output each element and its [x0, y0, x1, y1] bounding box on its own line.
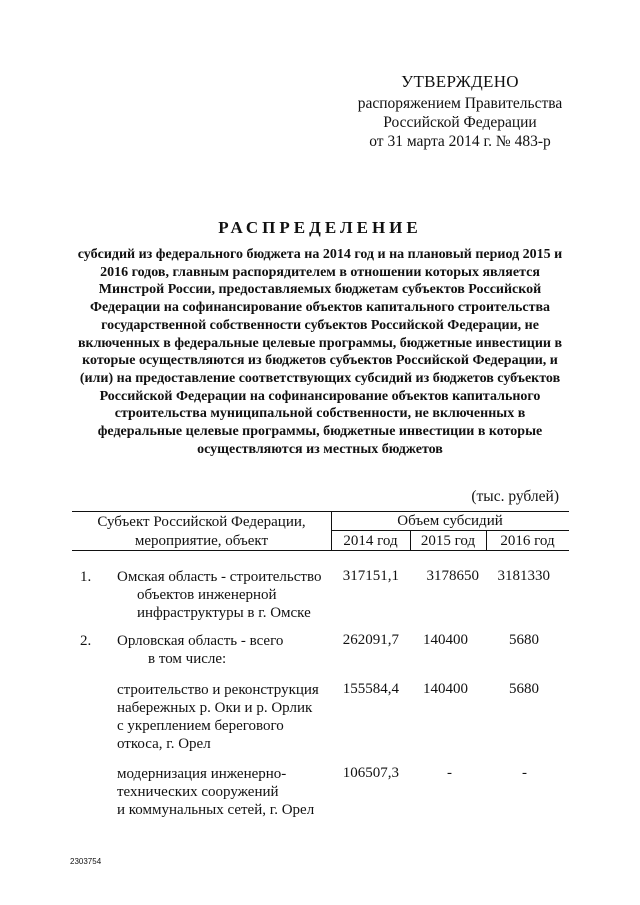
row-3-value-2014: 155584,4 — [342, 681, 399, 697]
row-4-text-line-3: и коммунальных сетей, г. Орел — [117, 802, 315, 818]
header-subject-line-2: мероприятие, объект — [134, 533, 269, 549]
row-3-text-line-4: откоса, г. Орел — [117, 736, 211, 752]
header-year-2016: 2016 год — [500, 533, 555, 549]
table-top-rule — [72, 511, 569, 512]
header-volume: Объем субсидий — [397, 513, 503, 529]
header-year-2014: 2014 год — [343, 533, 398, 549]
approval-block — [330, 72, 590, 151]
row-3-text-line-2: набережных р. Оки и р. Орлик — [117, 700, 313, 716]
row-4-value-2014: 106507,3 — [342, 765, 399, 781]
row-2-number: 2. — [80, 633, 92, 649]
approval-heading: УТВЕРЖДЕНО — [401, 72, 519, 91]
row-4-text-line-2: технических сооружений — [117, 784, 279, 800]
row-1-text-line-1: Омская область - строительство — [117, 569, 322, 585]
row-4-value-2016: - — [522, 765, 527, 781]
units-label: (тыс. рублей) — [471, 488, 559, 505]
row-3-text-line-1: строительство и реконструкция — [117, 682, 319, 698]
row-3-value-2016: 5680 — [509, 681, 539, 697]
document-title: РАСПРЕДЕЛЕНИЕ — [218, 218, 422, 237]
approval-line-2: Российской Федерации — [383, 114, 537, 131]
row-1-text-line-3: инфраструктуры в г. Омске — [137, 605, 311, 621]
row-1-value-2016: 3181330 — [497, 568, 550, 584]
table-header-mid-rule — [331, 530, 569, 531]
row-3-text-line-3: с укреплением берегового — [117, 718, 284, 734]
table-header-bottom-rule — [72, 550, 569, 551]
approval-line-1: распоряжением Правительства — [357, 95, 563, 112]
approval-line-3: от 31 марта 2014 г. № 483-р — [369, 133, 551, 150]
header-subject-line-1: Субъект Российской Федерации, — [97, 514, 306, 530]
row-1-text-line-2: объектов инженерной — [137, 587, 277, 603]
row-2-value-2015: 140400 — [423, 632, 468, 648]
row-1-number: 1. — [80, 569, 92, 585]
document-number: 2303754 — [70, 857, 102, 866]
row-1-value-2014: 317151,1 — [342, 568, 399, 584]
row-4-value-2015: - — [447, 765, 452, 781]
row-2-value-2014: 262091,7 — [342, 632, 399, 648]
row-4-text-line-1: модернизация инженерно- — [117, 766, 287, 782]
row-2-text-line-2: в том числе: — [148, 651, 227, 667]
row-1-value-2015: 3178650 — [426, 568, 479, 584]
row-3-value-2015: 140400 — [423, 681, 468, 697]
header-year-2015: 2015 год — [420, 533, 476, 549]
row-2-value-2016: 5680 — [509, 632, 539, 648]
document-subtitle: субсидий из федерального бюджета на 2014 год и на плановый период 2015 и 2016 годов, главным распорядителем в отношении которых является Минстрой России, предоставляемых бюджетам субъектов Российской Федерации на софинансирование объектов капитального строительства государственной собственности субъектов Российской Федерации, не включенных в федеральные целевые программы, бюджетные инвестиции в которые осуществляются из бюджетов субъектов Российской Федерации, и (или) на предоставление соответствующих субсидий из бюджетов субъектов Российской Федерации на софинансирование объектов капитального строительства муниципальной собственности, не включенных в федеральные целевые программы, бюджетные инвестиции в которые осуществляются из местных бюджетов — [77, 247, 563, 457]
row-2-text-line-1: Орловская область - всего — [117, 633, 284, 649]
